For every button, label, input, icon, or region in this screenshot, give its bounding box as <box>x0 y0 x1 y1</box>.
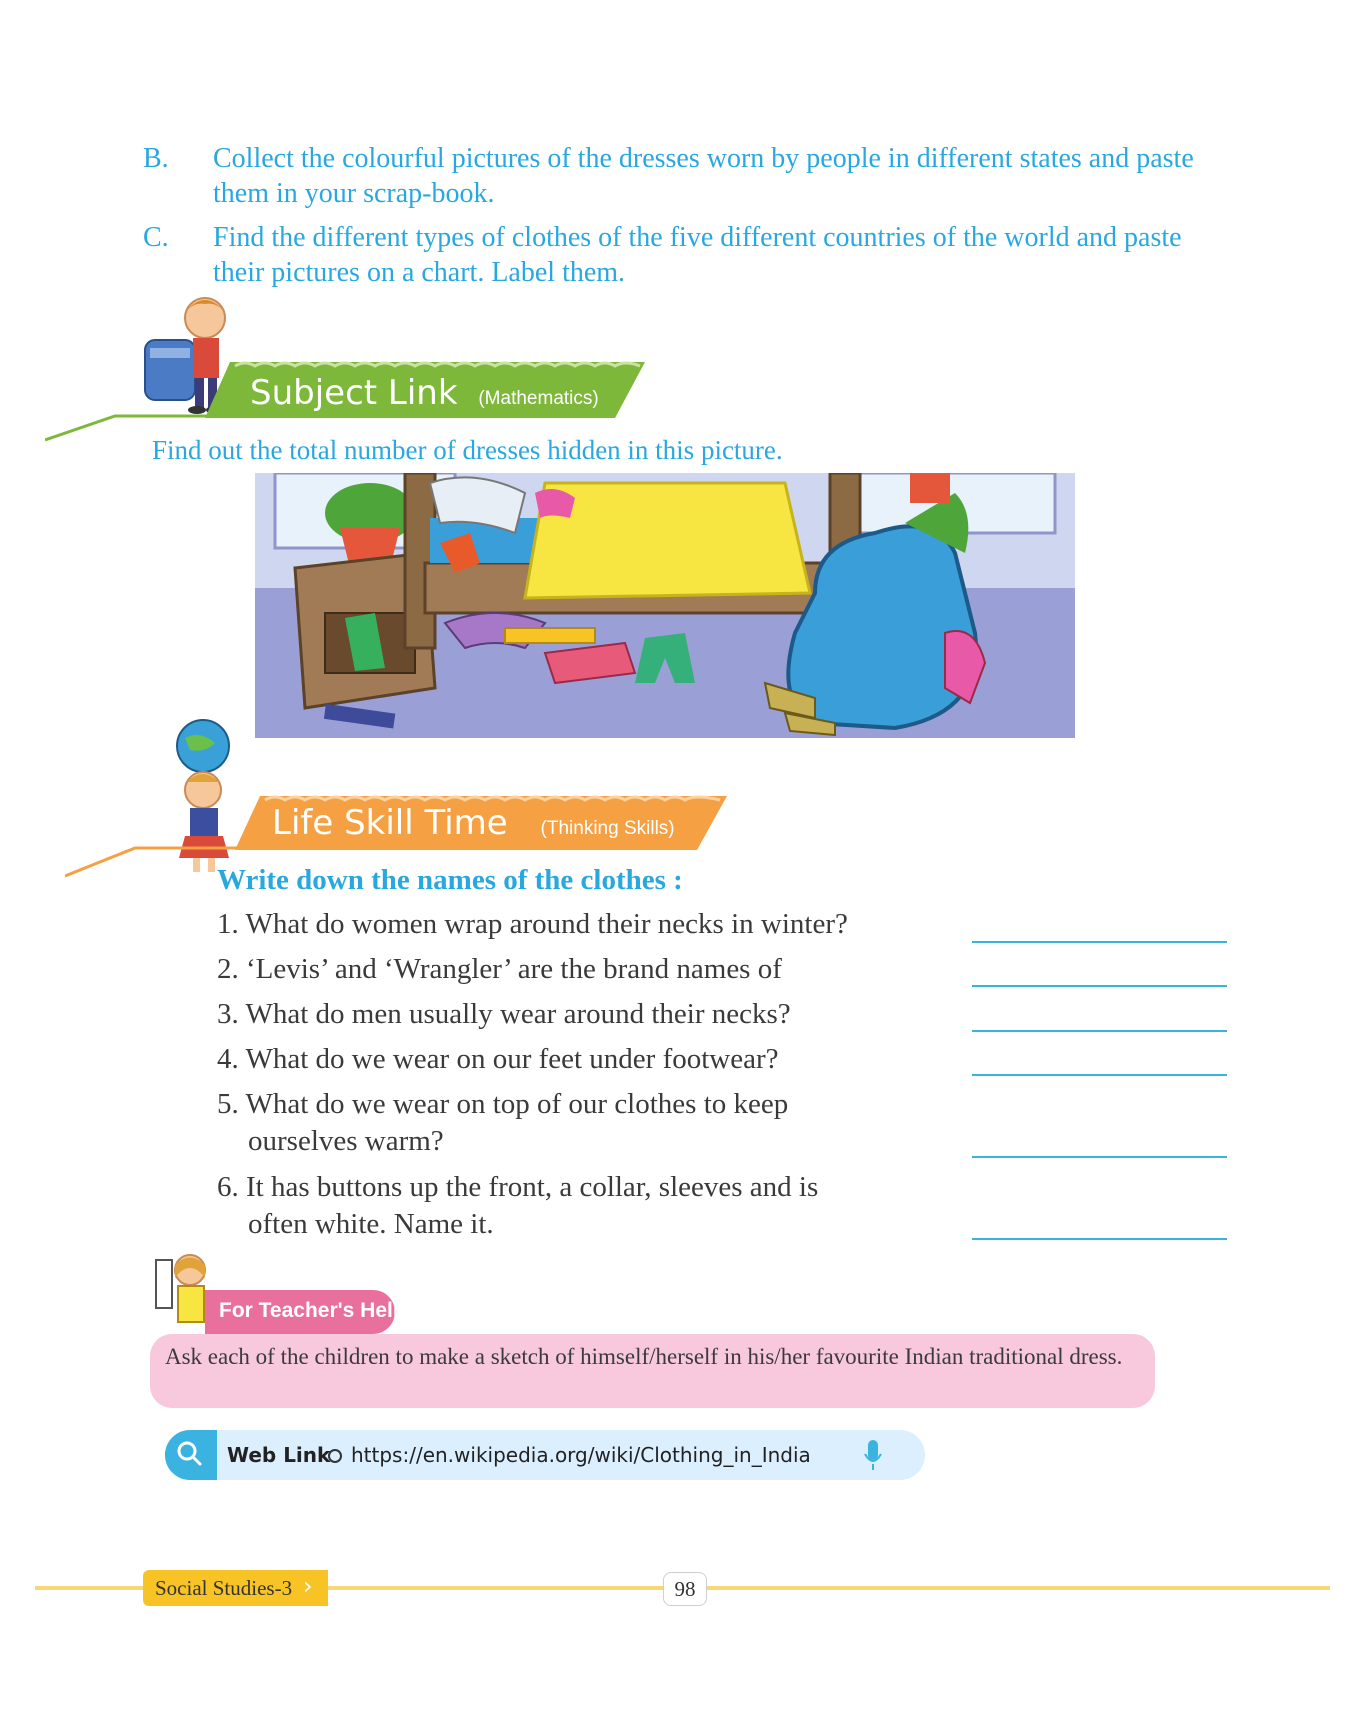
footer-book-badge <box>143 1570 328 1606</box>
web-link-url[interactable]: https://en.wikipedia.org/wiki/Clothing_in_India <box>351 1443 811 1467</box>
question-text-cont: often white. Name it. <box>248 1208 494 1240</box>
life-skill-title-text: Life Skill Time <box>272 803 508 843</box>
footer-book-title: Social Studies-3 <box>155 1576 293 1600</box>
question-2 <box>217 951 967 988</box>
activity-b <box>143 141 1223 213</box>
answer-line-3[interactable] <box>972 1030 1227 1032</box>
question-text: What do we wear on our feet under footwear? <box>245 1043 779 1075</box>
teacher-help-tab <box>205 1290 406 1334</box>
activity-letter: B. <box>143 143 169 174</box>
subject-link-banner <box>45 290 665 450</box>
hidden-dresses-picture <box>255 473 1075 738</box>
activity-letter: C. <box>143 222 169 253</box>
page-number-box <box>663 1572 707 1606</box>
activity-text: Find the different types of clothes of the five different countries of the world and paste their pictures on a chart. Label them. <box>213 222 1182 288</box>
web-link-search-icon-bg <box>165 1430 217 1480</box>
subject-link-subtitle: (Mathematics) <box>478 388 599 409</box>
subject-link-title <box>250 373 599 413</box>
chevron-right-icon: › <box>303 1572 313 1600</box>
activity-text: Collect the colourful pictures of the dresses worn by people in different states and paste them in your scrap-book. <box>213 143 1194 209</box>
question-number: 3. <box>217 998 239 1030</box>
question-text: What do we wear on top of our clothes to keep <box>245 1088 789 1120</box>
question-5 <box>217 1086 967 1160</box>
question-3 <box>217 996 967 1033</box>
circle-bullet-icon <box>328 1449 342 1463</box>
answer-line-6[interactable] <box>972 1238 1227 1240</box>
activity-c <box>143 220 1223 292</box>
question-number: 1. <box>217 908 239 940</box>
question-number: 6. <box>217 1171 239 1203</box>
life-skill-banner <box>65 718 745 878</box>
page-number: 98 <box>674 1577 696 1601</box>
answer-line-5[interactable] <box>972 1156 1227 1158</box>
teacher-help-label: For Teacher's Help <box>219 1299 406 1322</box>
teacher-help-text: Ask each of the children to make a sketch of himself/herself in his/her favourite Indian traditional dress. <box>165 1344 1123 1369</box>
search-icon <box>165 1430 217 1480</box>
question-text: What do men usually wear around their necks? <box>245 998 791 1030</box>
web-link-label: Web Link <box>227 1443 331 1467</box>
question-6 <box>217 1169 967 1243</box>
microphone-icon[interactable] <box>863 1438 883 1472</box>
question-text-cont: ourselves warm? <box>248 1125 444 1157</box>
question-number: 2. <box>217 953 239 985</box>
question-4 <box>217 1041 967 1078</box>
subject-link-title-text: Subject Link <box>250 373 458 413</box>
question-text: What do women wrap around their necks in winter? <box>245 908 848 940</box>
teacher-help-box <box>150 1334 1155 1408</box>
question-text: ‘Levis’ and ‘Wrangler’ are the brand names of <box>246 953 782 985</box>
web-link-bar[interactable] <box>165 1430 925 1480</box>
question-number: 5. <box>217 1088 239 1120</box>
life-skill-title <box>272 803 675 843</box>
question-text: It has buttons up the front, a collar, sleeves and is <box>246 1171 819 1203</box>
subject-link-instruction: Find out the total number of dresses hidden in this picture. <box>152 435 783 465</box>
answer-line-1[interactable] <box>972 941 1227 943</box>
question-1 <box>217 906 967 943</box>
life-skill-subtitle: (Thinking Skills) <box>540 818 675 839</box>
answer-line-4[interactable] <box>972 1074 1227 1076</box>
schoolboy-illustration <box>145 298 225 414</box>
question-number: 4. <box>217 1043 239 1075</box>
life-skill-heading: Write down the names of the clothes : <box>217 864 683 896</box>
answer-line-2[interactable] <box>972 985 1227 987</box>
